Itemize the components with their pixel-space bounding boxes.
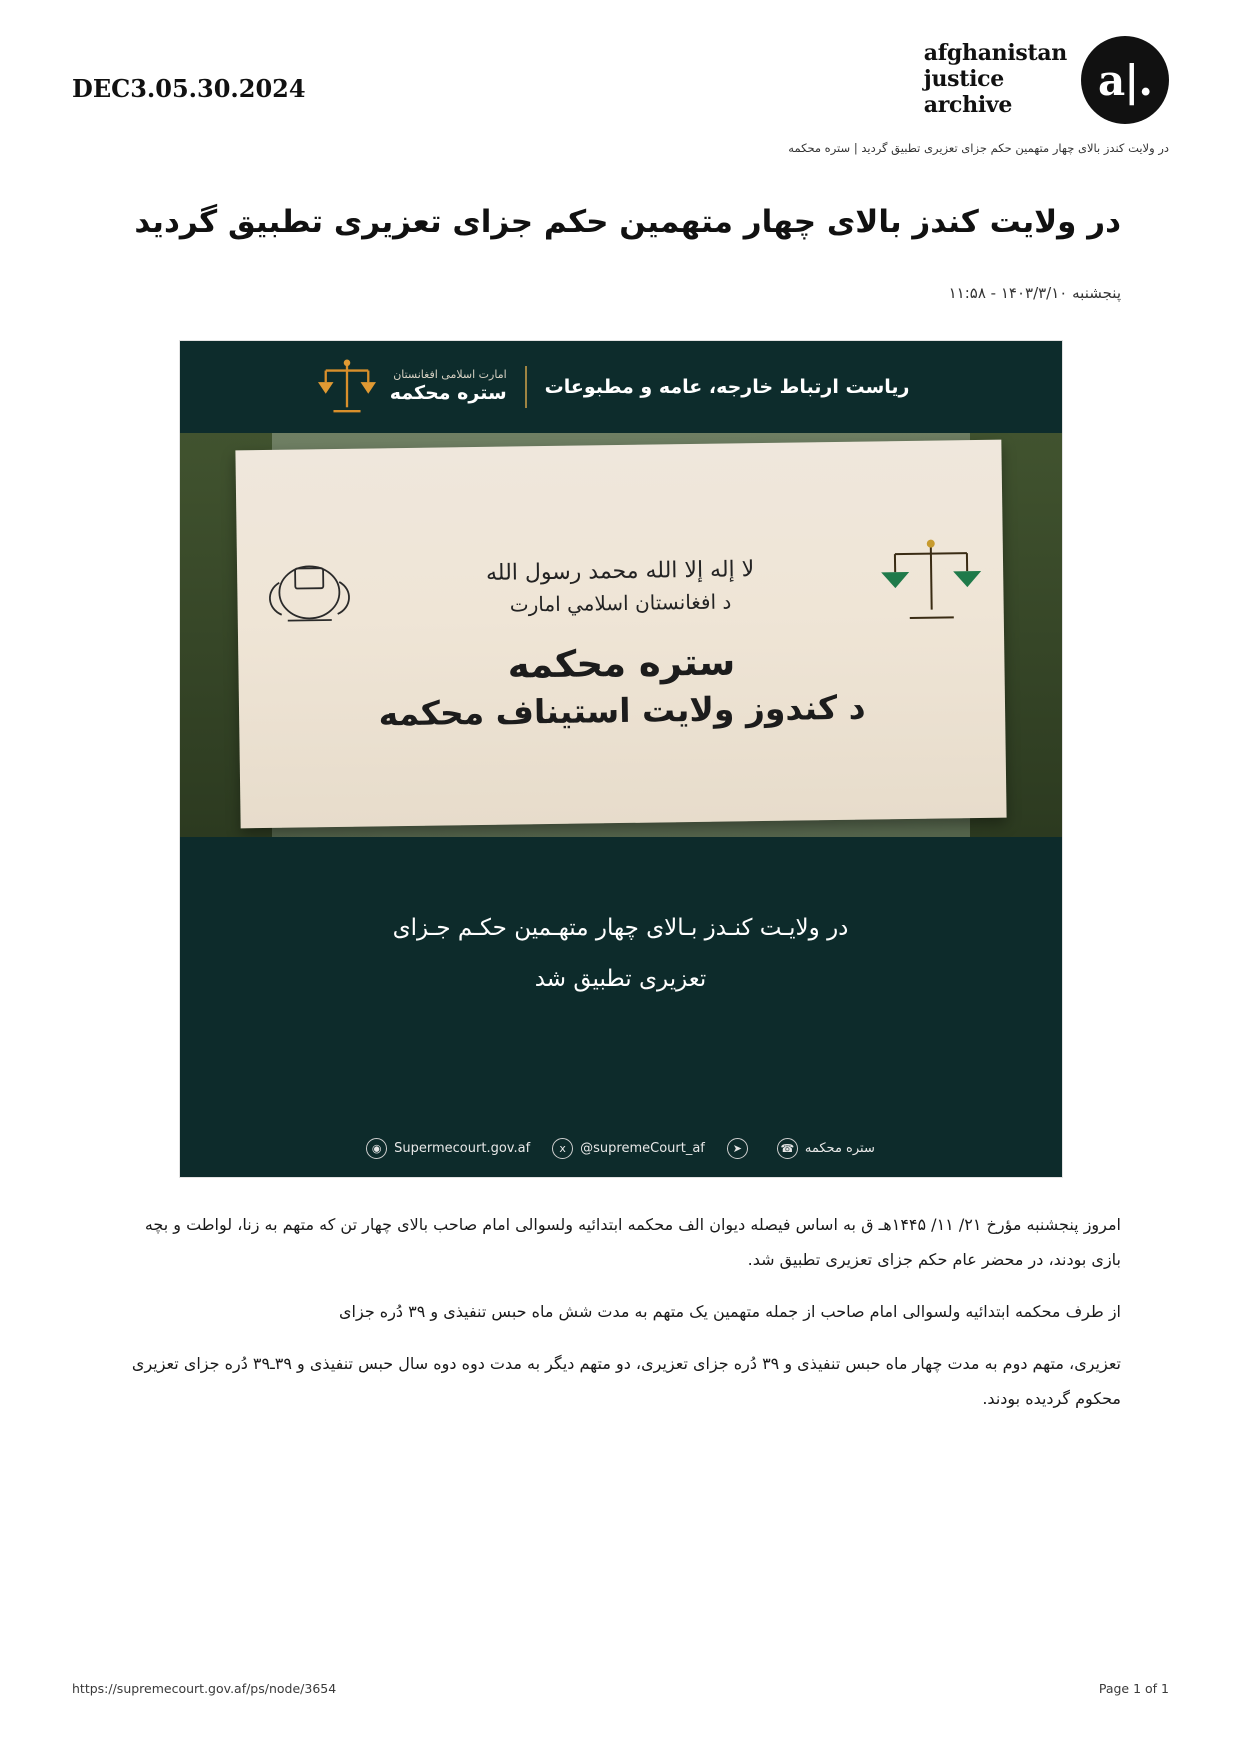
article-paragraph-1: امروز پنجشنبه مؤرخ ۲۱/ ۱۱/ ۱۴۴۵هـ ق به اساس فیصله دیوان الف محکمه ابتدائیه ولسوالی امام صاحب بالای چهار تن که متهم به زنا، لواطت و بچه بازی بودند، در محضر عام حکم جزای تعزیری تطبیق شد.: [144, 1215, 1121, 1269]
afghanistan-emblem-icon: [256, 542, 361, 639]
divider: [525, 366, 527, 408]
article-paragraph-2: از طرف محکمه ابتدائیه ولسوالی امام صاحب از جمله متهمین یک متهم به مدت شش ماه حبس تنفیذی و ۳۹ دُره جزای: [339, 1301, 1121, 1321]
whatsapp-icon: ☎: [777, 1138, 798, 1159]
figure-caption-line-2: تعزیری تطبیق شد: [534, 965, 707, 992]
org-court-label: ستره محکمه: [389, 382, 507, 405]
social-whatsapp[interactable]: [777, 1138, 875, 1159]
source-url[interactable]: https://supremecourt.gov.af/ps/node/3654: [72, 1681, 337, 1696]
article-body: [0, 1178, 1241, 1416]
brand-wordmark: [924, 41, 1067, 118]
social-twitter[interactable]: [552, 1138, 705, 1159]
emirate-line: د افغانستان اسلامي امارت: [509, 589, 731, 617]
globe-icon: ◉: [366, 1138, 387, 1159]
article-figure: [179, 340, 1063, 1178]
figure-topbar: [180, 341, 1062, 433]
social-twitter-label: @supremeCourt_af: [580, 1141, 705, 1157]
figure-topbar-org-names: [390, 368, 507, 406]
shahada-line: لا إله إلا الله محمد رسول الله: [485, 556, 754, 586]
article: [0, 156, 1241, 302]
signboard-top-row: [256, 533, 983, 639]
page-number: Page 1 of 1: [1098, 1681, 1169, 1696]
social-whatsapp-label: ستره محکمه: [804, 1141, 875, 1157]
x-twitter-icon: x: [552, 1138, 573, 1159]
running-head: در ولایت کندز بالای چهار متهمین حکم جزای تعزیری تطبیق گردید | ستره محکمه: [788, 141, 1169, 155]
telegram-icon: ➤: [727, 1138, 748, 1159]
org-emirate-label: امارت اسلامی افغانستان: [393, 368, 507, 382]
brand-block: [924, 36, 1169, 124]
figure-photograph: [180, 433, 1062, 837]
document-footer: [0, 1681, 1241, 1696]
scales-of-justice-icon: [318, 357, 376, 417]
signboard-sub-text: د کندوز ولایت استیناف محکمه: [377, 687, 866, 734]
social-website[interactable]: [366, 1138, 530, 1159]
courthouse-signboard: [235, 440, 1006, 829]
brand-line-1: afghanistan: [923, 40, 1067, 67]
document-header: [0, 0, 1241, 124]
figure-caption-panel: [180, 837, 1062, 1177]
document-date-code: DEC3.05.30.2024: [72, 74, 306, 103]
figure-topbar-department-label: ریاست ارتباط خارجه، عامه و مطبوعات: [544, 376, 910, 399]
brand-line-2: justice: [923, 66, 1004, 93]
article-timestamp: پنجشنبه ۱۴۰۳/۳/۱۰ - ۱۱:۵۸: [948, 284, 1121, 303]
signboard-calligraphy: [485, 553, 754, 620]
figure-caption-line-1: در ولایـت کنـدز بـالای چهار متهـمین حکـم جـزای: [392, 915, 849, 942]
article-paragraph-3: تعزیری، متهم دوم به مدت چهار ماه حبس تنفیذی و ۳۹ دُره جزای تعزیری، دو متهم دیگر به مدت دوه دوه سال حبس تنفیذی و ۳۹ـ۳۹ دُره جزای تعزیری محکوم گردیده بودند.: [131, 1354, 1121, 1408]
social-telegram[interactable]: [727, 1138, 755, 1159]
brand-line-3: archive: [923, 91, 1013, 118]
figure-topbar-org: [318, 357, 507, 417]
signboard-main-text: ستره محکمه: [506, 640, 735, 687]
figure-social-bar: [180, 1138, 1062, 1159]
page-title: در ولایت کندز بالای چهار متهمین حکم جزای تعزیری تطبیق گردید: [134, 204, 1121, 241]
social-website-label: Supermecourt.gov.af: [394, 1141, 531, 1157]
signboard-scales-icon: [878, 535, 983, 628]
afghanistan-justice-archive-logo-icon: a|.: [1081, 36, 1169, 124]
